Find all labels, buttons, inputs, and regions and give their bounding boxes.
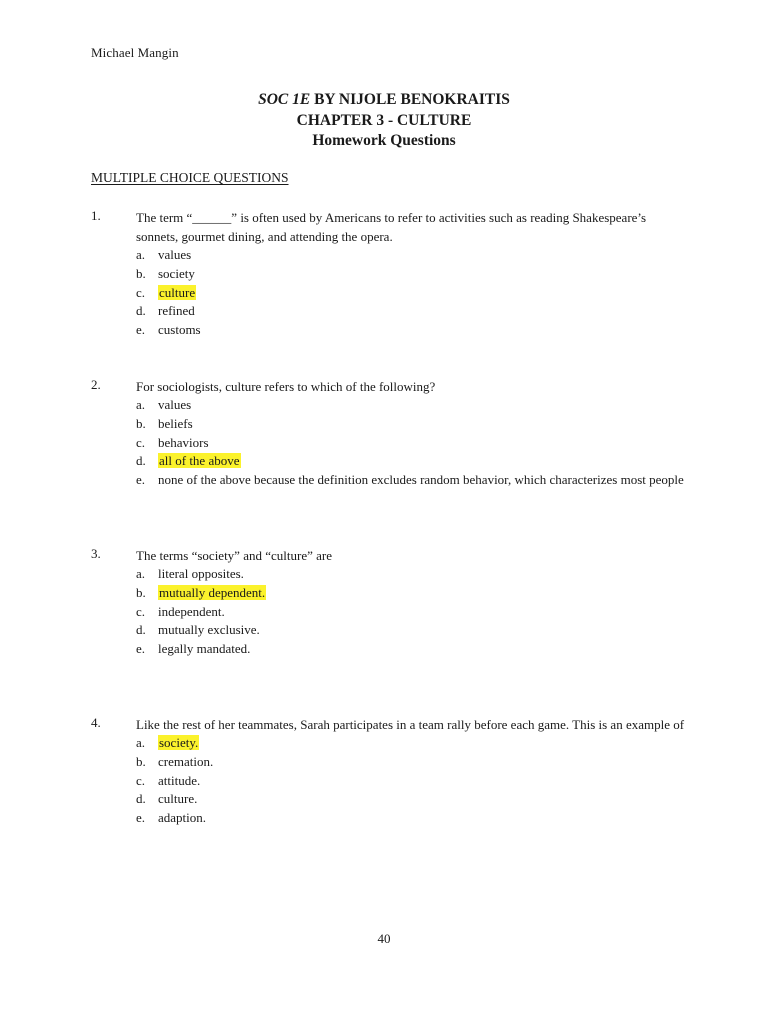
choice-text-highlighted: society.	[159, 735, 199, 750]
choice-item	[136, 434, 691, 453]
choice-item	[136, 565, 691, 584]
choice-item	[136, 621, 691, 640]
choice-list	[136, 396, 691, 490]
choice-letter: d.	[136, 622, 146, 638]
choice-letter: b.	[136, 584, 146, 600]
choice-text: values	[158, 397, 192, 412]
choice-list	[136, 565, 691, 659]
choice-item	[136, 321, 691, 340]
choice-item	[136, 284, 691, 303]
choice-list	[136, 734, 691, 828]
choice-letter: e.	[136, 472, 146, 488]
choice-letter: a.	[136, 247, 146, 262]
book-author: BY NIJOLE BENOKRAITIS	[310, 91, 510, 108]
choice-text: refined	[158, 303, 195, 319]
question-stem: Like the rest of her teammates, Sarah participates in a team rally before each game. This is an example of	[136, 717, 685, 732]
choice-letter: d.	[136, 453, 146, 469]
question-3	[91, 546, 691, 659]
choice-text: none of the above because the definition excludes random behavior, which characterizes most people	[158, 472, 684, 488]
choice-item	[136, 265, 691, 284]
choice-text: customs	[158, 322, 201, 338]
choice-item	[136, 640, 691, 659]
document-title	[0, 90, 768, 152]
question-stem: For sociologists, culture refers to which of the following?	[136, 379, 436, 394]
choice-text-highlighted: all of the above	[159, 453, 240, 469]
choice-text: culture.	[158, 791, 198, 807]
book-title: SOC 1E	[258, 91, 311, 108]
choice-letter: c.	[136, 603, 146, 619]
question-number: 1.	[91, 208, 101, 223]
question-number: 2.	[91, 377, 101, 392]
choice-letter: e.	[136, 641, 146, 657]
choice-text: behaviors	[158, 434, 209, 450]
choice-letter: e.	[136, 810, 146, 826]
author-name: Michael Mangin	[91, 45, 179, 60]
choice-letter: c.	[136, 434, 146, 450]
choice-letter: a.	[136, 735, 146, 750]
choice-text: beliefs	[158, 415, 193, 431]
choice-item	[136, 734, 691, 753]
choice-letter: c.	[136, 284, 146, 300]
choice-letter: a.	[136, 566, 146, 581]
subtitle: Homework Questions	[312, 132, 456, 149]
choice-text-highlighted: culture	[159, 284, 196, 300]
choice-text: attitude.	[158, 772, 201, 788]
choice-item	[136, 471, 691, 490]
choice-item	[136, 790, 691, 809]
choice-text: literal opposites.	[158, 566, 244, 581]
section-heading: MULTIPLE CHOICE QUESTIONS	[91, 170, 289, 185]
choice-text-highlighted: mutually dependent.	[159, 584, 266, 600]
question-2	[91, 377, 691, 490]
choice-letter: b.	[136, 753, 146, 769]
choice-item	[136, 452, 691, 471]
choice-text: independent.	[158, 603, 225, 619]
question-4	[91, 715, 691, 828]
choice-item	[136, 809, 691, 828]
chapter-title: CHAPTER 3 - CULTURE	[296, 111, 472, 129]
choice-item	[136, 753, 691, 772]
choice-item	[136, 396, 691, 415]
choice-letter: d.	[136, 791, 146, 807]
choice-letter: e.	[136, 322, 146, 338]
choice-text: values	[158, 247, 192, 262]
choice-item	[136, 246, 691, 265]
choice-text: mutually exclusive.	[158, 622, 260, 638]
choice-text: cremation.	[158, 753, 214, 769]
choice-item	[136, 415, 691, 434]
question-1	[91, 208, 691, 340]
choice-letter: b.	[136, 265, 146, 281]
choice-letter: c.	[136, 772, 146, 788]
question-stem: The terms “society” and “culture” are	[136, 548, 332, 563]
choice-list	[136, 246, 691, 340]
choice-item	[136, 584, 691, 603]
choice-text: adaption.	[158, 810, 207, 826]
choice-item	[136, 302, 691, 321]
choice-letter: a.	[136, 397, 146, 412]
page-number: 40	[377, 931, 391, 946]
choice-letter: b.	[136, 415, 146, 431]
choice-letter: d.	[136, 303, 146, 319]
question-number: 3.	[91, 546, 101, 561]
choice-item	[136, 772, 691, 791]
question-number: 4.	[91, 715, 101, 730]
choice-text: legally mandated.	[158, 641, 251, 657]
choice-text: society	[158, 265, 195, 281]
choice-item	[136, 603, 691, 622]
question-stem: The term “______” is often used by Americans to refer to activities such as reading Shakespeare’s sonnets, gourmet dining, and attending the opera.	[136, 210, 647, 244]
title-line-1	[0, 90, 768, 111]
